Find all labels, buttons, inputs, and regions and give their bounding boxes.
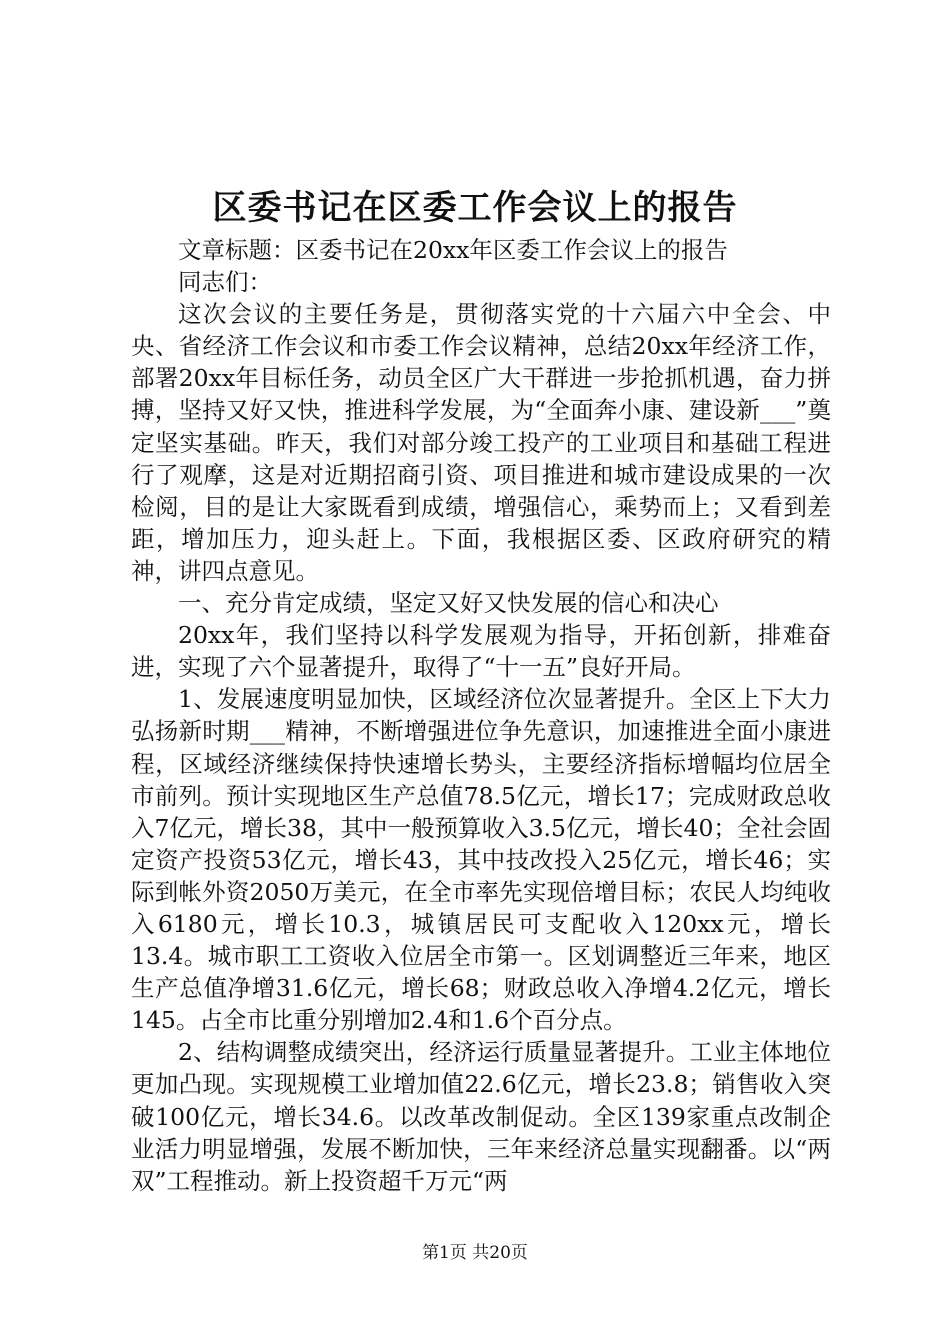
- paragraph: 这次会议的主要任务是，贯彻落实党的十六届六中全会、中央、省经济工作会议和市委工作会议精神，总结20xx年经济工作，部署20xx年目标任务，动员全区广大干群进一步抢抓机遇，奋力拼搏，坚持又好又快，推进科学发展，为“全面奔小康、建设新___”奠定坚实基础。昨天，我们对部分竣工投产的工业项目和基础工程进行了观摩，这是对近期招商引资、项目推进和城市建设成果的一次检阅，目的是让大家既看到成绩，增强信心，乘势而上；又看到差距，增加压力，迎头赶上。下面，我根据区委、区政府研究的精神，讲四点意见。: [131, 300, 831, 585]
- paragraph: 2、结构调整成绩突出，经济运行质量显著提升。工业主体地位更加凸现。实现规模工业增加值22.6亿元，增长23.8；销售收入突破100亿元，增长34.6。以改革改制促动。全区139家重点改制企业活力明显增强，发展不断加快，三年来经济总量实现翻番。以“两双”工程推动。新上投资超千万元“两: [131, 1038, 831, 1195]
- paragraph: 1、发展速度明显加快，区域经济位次显著提升。全区上下大力弘扬新时期___精神，不断增强进位争先意识，加速推进全面小康进程，区域经济继续保持快速增长势头，主要经济指标增幅均位居全市前列。预计实现地区生产总值78.5亿元，增长17；完成财政总收入7亿元，增长38，其中一般预算收入3.5亿元，增长40；全社会固定资产投资53亿元，增长43，其中技改投入25亿元，增长46；实际到帐外资2050万美元，在全市率先实现倍增目标；农民人均纯收入6180元，增长10.3，城镇居民可支配收入120xx元，增长13.4。城市职工工资收入位居全市第一。区划调整近三年来，地区生产总值净增31.6亿元，增长68；财政总收入净增4.2亿元，增长145。占全市比重分别增加2.4和1.6个百分点。: [131, 685, 831, 1035]
- page-number-footer: 第1页 共20页: [422, 1243, 528, 1263]
- paragraph: 20xx年，我们坚持以科学发展观为指导，开拓创新，排难奋进，实现了六个显著提升，取得了“十一五”良好开局。: [131, 621, 831, 682]
- section-heading: 一、充分肯定成绩，坚定又好又快发展的信心和决心: [178, 589, 719, 618]
- document-title: 区委书记在区委工作会议上的报告: [212, 188, 738, 228]
- document-body: [131, 234, 831, 1197]
- salutation: 同志们：: [178, 268, 272, 297]
- article-title-line: 文章标题：区委书记在20xx年区委工作会议上的报告: [178, 236, 728, 264]
